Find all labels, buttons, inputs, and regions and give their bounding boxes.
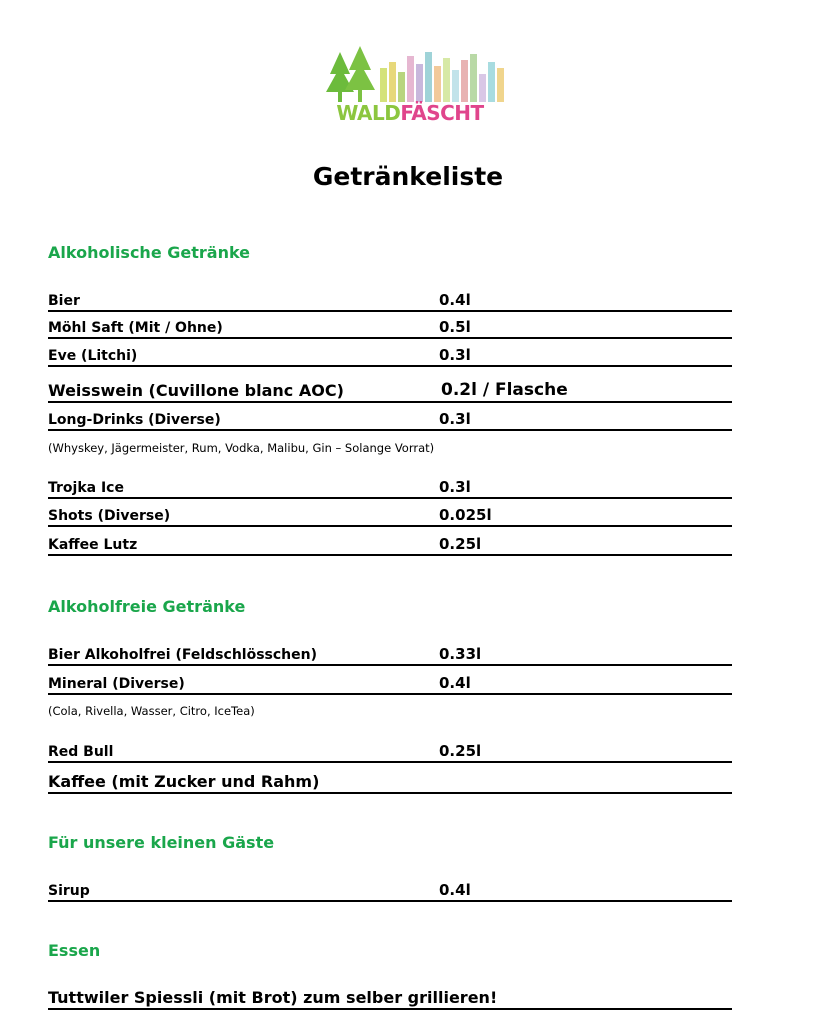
drink-name: Long-Drinks (Diverse) (48, 412, 221, 428)
drink-volume: 0.3l (439, 410, 471, 428)
drink-row (48, 741, 732, 763)
drink-row (48, 345, 732, 367)
drink-volume: 0.3l (439, 346, 471, 364)
equalizer-bar (380, 68, 387, 102)
equalizer-bar (416, 64, 423, 102)
equalizer-bar (497, 68, 504, 102)
drink-volume: 0.3l (439, 478, 471, 496)
drink-volume: 0.4l (439, 291, 471, 309)
drink-row (48, 409, 732, 431)
section-title-kids: Für unsere kleinen Gäste (48, 833, 275, 852)
tree-equalizer-graphic (310, 44, 510, 104)
drink-volume: 0.025l (439, 506, 492, 524)
drink-name: Möhl Saft (Mit / Ohne) (48, 320, 223, 336)
drink-row (48, 644, 732, 666)
drink-name: Bier (48, 293, 80, 309)
drink-row (48, 290, 732, 312)
page-title: Getränkeliste (312, 162, 504, 191)
drink-name: Trojka Ice (48, 480, 124, 496)
equalizer-bar (461, 60, 468, 102)
equalizer-bar (425, 52, 432, 102)
drink-volume: 0.2l / Flasche (441, 380, 568, 400)
equalizer-bars (380, 52, 504, 102)
drink-row (48, 317, 732, 339)
section-title-food: Essen (48, 941, 101, 960)
equalizer-bar (479, 74, 486, 102)
drink-row (48, 477, 732, 499)
equalizer-bar (398, 72, 405, 102)
drink-name: Shots (Diverse) (48, 508, 171, 524)
drink-volume: 0.5l (439, 318, 471, 336)
food-row (48, 988, 732, 1010)
section-title-alcoholic: Alkoholische Getränke (48, 243, 251, 262)
drink-row (48, 880, 732, 902)
section-title-nonalcoholic: Alkoholfreie Getränke (48, 597, 246, 616)
drink-name: Mineral (Diverse) (48, 676, 185, 692)
drink-name: Kaffee (mit Zucker und Rahm) (48, 772, 320, 791)
equalizer-bar (443, 58, 450, 102)
drink-row (48, 505, 732, 527)
drink-row (48, 673, 732, 695)
drink-volume: 0.25l (439, 535, 482, 553)
food-name: Tuttwiler Spiessli (mit Brot) zum selber grillieren! (48, 988, 498, 1007)
equalizer-bar (470, 54, 477, 102)
logo-word-part1: WALD (336, 101, 401, 125)
drink-row (48, 381, 732, 403)
equalizer-bar (407, 56, 414, 102)
drink-row (48, 534, 732, 556)
drink-name: Weisswein (Cuvillone blanc AOC) (48, 381, 344, 400)
drink-volume: 0.4l (439, 881, 471, 899)
mineral-note: (Cola, Rivella, Wasser, Citro, IceTea) (48, 704, 255, 718)
drink-name: Red Bull (48, 744, 114, 760)
drink-name: Bier Alkoholfrei (Feldschlösschen) (48, 647, 317, 663)
drink-volume: 0.4l (439, 674, 471, 692)
drink-volume: 0.25l (439, 742, 482, 760)
drink-name: Eve (Litchi) (48, 348, 138, 364)
equalizer-bar (434, 66, 441, 102)
logo-word-part2: FÄSCHT (400, 101, 484, 125)
tree-icon (326, 52, 354, 102)
drink-name: Sirup (48, 883, 90, 899)
longdrinks-note: (Whyskey, Jägermeister, Rum, Vodka, Malibu, Gin – Solange Vorrat) (48, 441, 435, 455)
equalizer-bar (452, 70, 459, 102)
drink-row (48, 772, 732, 794)
logo-wordmark (310, 101, 510, 125)
equalizer-bar (389, 62, 396, 102)
equalizer-bar (488, 62, 495, 102)
drink-volume: 0.33l (439, 645, 482, 663)
drink-name: Kaffee Lutz (48, 537, 138, 553)
